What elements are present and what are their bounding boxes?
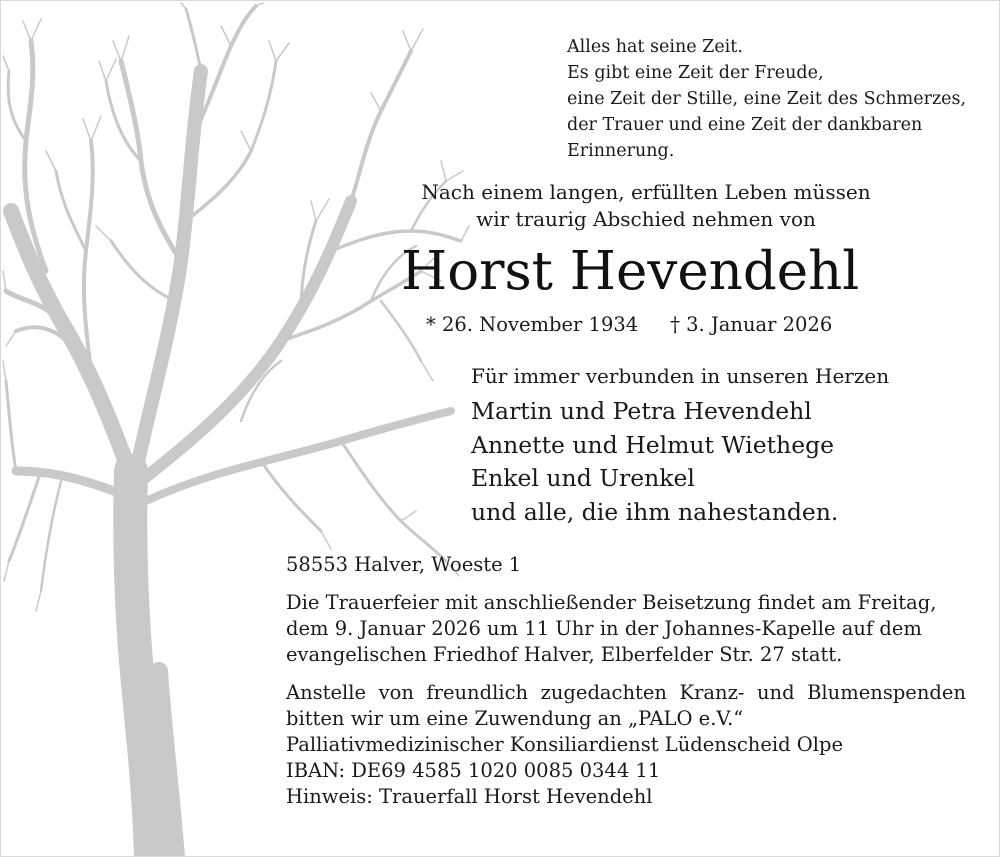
deceased-name: Horst Hevendehl bbox=[401, 241, 860, 302]
mourners-list bbox=[471, 395, 838, 529]
funeral-line: evangelischen Friedhof Halver, Elberfelder Str. 27 statt. bbox=[286, 643, 843, 666]
funeral-line: dem 9. Januar 2026 um 11 Uhr in der Johannes-Kapelle auf dem bbox=[286, 617, 922, 640]
mourner-entry: Annette und Helmut Wiethege bbox=[471, 430, 835, 459]
iban: IBAN: DE69 4585 1020 0085 0344 11 bbox=[286, 759, 661, 782]
quote-line: eine Zeit der Stille, eine Zeit des Schmerzes, bbox=[567, 89, 967, 109]
donation-line: Palliativmedizinischer Konsiliardienst Lüdenscheid Olpe bbox=[286, 733, 844, 756]
quote-line: Erinnerung. bbox=[567, 141, 675, 161]
mourner-entry: und alle, die ihm nahestanden. bbox=[471, 497, 839, 526]
funeral-line: Die Trauerfeier mit anschließender Beisetzung findet am Freitag, bbox=[286, 591, 937, 614]
quote-line: Es gibt eine Zeit der Freude, bbox=[567, 63, 824, 83]
quote-line: der Trauer und eine Zeit der dankbaren bbox=[567, 115, 923, 135]
reference-note: Hinweis: Trauerfall Horst Hevendehl bbox=[286, 785, 653, 808]
birth-date: * 26. November 1934 bbox=[426, 313, 639, 336]
details-block bbox=[286, 552, 966, 810]
quote-block bbox=[567, 34, 966, 164]
announcement-intro bbox=[381, 179, 911, 233]
quote-line: Alles hat seine Zeit. bbox=[567, 37, 743, 57]
funeral-details bbox=[286, 590, 966, 668]
donation-line: bitten wir um eine Zuwendung an „PALO e.V.“ bbox=[286, 707, 744, 730]
intro-line: Nach einem langen, erfüllten Leben müssen bbox=[421, 180, 871, 204]
mourner-entry: Martin und Petra Hevendehl bbox=[471, 397, 812, 425]
address: 58553 Halver, Woeste 1 bbox=[286, 553, 522, 576]
life-dates bbox=[426, 312, 832, 338]
mourner-entry: Enkel und Urenkel bbox=[471, 464, 695, 492]
mourners-intro: Für immer verbunden in unseren Herzen bbox=[471, 364, 890, 388]
donation-line: Anstelle von freundlich zugedachten Kranz- und Blumenspenden bbox=[286, 681, 966, 704]
donation-details bbox=[286, 680, 966, 810]
intro-line: wir traurig Abschied nehmen von bbox=[476, 207, 816, 231]
death-date: † 3. Januar 2026 bbox=[670, 313, 833, 336]
